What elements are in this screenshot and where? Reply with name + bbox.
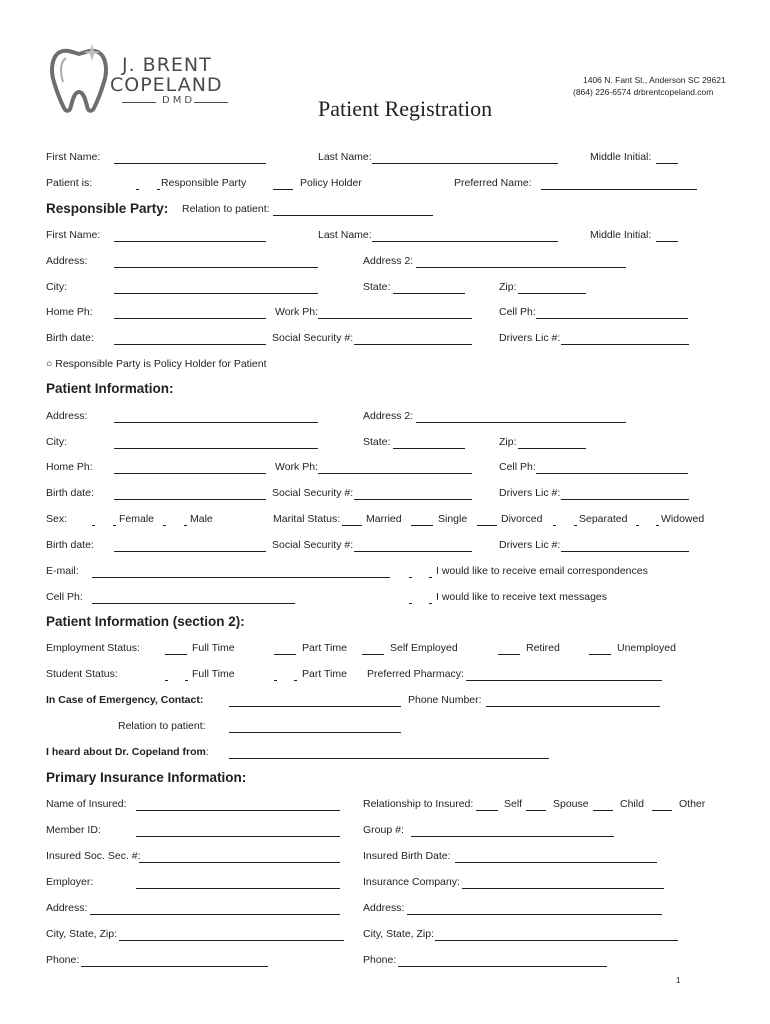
pt-cell-ph2-field[interactable] — [92, 603, 295, 604]
rp-birth-date-label: Birth date: — [46, 332, 94, 344]
rp-cell-ph-label: Cell Ph: — [499, 306, 536, 318]
email-opt-label: I would like to receive email correspondences — [436, 565, 648, 577]
other-checkbox[interactable] — [652, 810, 672, 811]
rp-drivers-lic-field[interactable] — [561, 344, 689, 345]
single-checkbox[interactable] — [411, 525, 433, 526]
pt-birth-date-label: Birth date: — [46, 487, 94, 499]
rp-last-name-label: Last Name: — [318, 229, 372, 241]
last-name-label: Last Name: — [318, 151, 372, 163]
divorced-option: Divorced — [501, 513, 543, 525]
single-option: Single — [438, 513, 468, 525]
male-checkbox-b[interactable] — [184, 525, 187, 526]
divorced-checkbox[interactable] — [477, 525, 497, 526]
ins-company-field[interactable] — [462, 888, 664, 889]
rp-drivers-lic-label: Drivers Lic #: — [499, 332, 561, 344]
self-checkbox[interactable] — [476, 810, 498, 811]
pt-cell-ph-label: Cell Ph: — [499, 461, 536, 473]
employer-field[interactable] — [136, 888, 340, 889]
rp-ssn-field[interactable] — [354, 344, 472, 345]
rp-zip-label: Zip: — [499, 281, 517, 293]
pt-home-ph-label: Home Ph: — [46, 461, 93, 473]
unemployed-option: Unemployed — [617, 642, 676, 654]
employer-label: Employer: — [46, 876, 94, 888]
child-checkbox[interactable] — [593, 810, 613, 811]
pt-drivers-lic2-field[interactable] — [561, 551, 689, 552]
rp-address2-field[interactable] — [416, 267, 626, 268]
rp-birth-date-field[interactable] — [114, 344, 266, 345]
logo-line1: J. BRENT — [122, 54, 212, 76]
ins-csz-label: City, State, Zip: — [46, 928, 117, 940]
member-id-label: Member ID: — [46, 824, 101, 836]
pt-cell-ph-field[interactable] — [536, 473, 688, 474]
rp-state-label: State: — [363, 281, 391, 293]
middle-initial-label: Middle Initial: — [590, 151, 652, 163]
section2-heading: Patient Information (section 2): — [46, 614, 245, 629]
preferred-name-label: Preferred Name: — [454, 177, 532, 189]
rp-state-field[interactable] — [393, 293, 465, 294]
rp-ssn-label: Social Security #: — [272, 332, 354, 344]
rp-work-ph-field[interactable] — [318, 318, 472, 319]
rp-address-field[interactable] — [114, 267, 318, 268]
text-opt-checkbox[interactable] — [409, 603, 412, 604]
policy-holder-option: Policy Holder — [300, 177, 362, 189]
insured-ssn-field[interactable] — [139, 862, 340, 863]
sex-label: Sex: — [46, 513, 68, 525]
widowed-checkbox-b[interactable] — [656, 525, 659, 526]
male-option: Male — [190, 513, 213, 525]
pt-state-field[interactable] — [393, 448, 465, 449]
tooth-icon — [46, 42, 114, 120]
rp-last-name-field[interactable] — [372, 241, 558, 242]
pt-drivers-lic-label: Drivers Lic #: — [499, 487, 561, 499]
name-insured-label: Name of Insured: — [46, 798, 127, 810]
insured-birth-label: Insured Birth Date: — [363, 850, 451, 862]
patient-is-label: Patient is: — [46, 177, 93, 189]
rp-address2-label: Address 2: — [363, 255, 414, 267]
employment-status-label: Employment Status: — [46, 642, 140, 654]
ins-company-label: Insurance Company: — [363, 876, 460, 888]
spouse-option: Spouse — [553, 798, 589, 810]
ins-address-r-field[interactable] — [407, 914, 662, 915]
heard-about-label — [46, 746, 209, 759]
member-id-field[interactable] — [136, 836, 340, 837]
heard-about-field[interactable] — [229, 758, 549, 759]
practice-address: 1406 N. Fant St., Anderson SC 29621 — [583, 75, 726, 85]
ins-phone-label: Phone: — [46, 954, 80, 966]
self-employed-checkbox[interactable] — [362, 654, 384, 655]
retired-option: Retired — [526, 642, 560, 654]
ins-csz-r-field[interactable] — [435, 940, 678, 941]
rp-cell-ph-field[interactable] — [536, 318, 688, 319]
unemployed-checkbox[interactable] — [589, 654, 611, 655]
ins-phone-r-label: Phone: — [363, 954, 397, 966]
pt-home-ph-field[interactable] — [114, 473, 266, 474]
logo — [46, 42, 246, 120]
pt-ssn-field[interactable] — [354, 499, 472, 500]
student-full-time-checkbox-b[interactable] — [185, 680, 188, 681]
email-opt-checkbox-b[interactable] — [429, 577, 432, 578]
pt-address2-label: Address 2: — [363, 410, 414, 422]
page-title: Patient Registration — [318, 96, 493, 121]
insured-birth-field[interactable] — [455, 862, 657, 863]
relationship-insured-label: Relationship to Insured: — [363, 798, 474, 810]
ins-csz-r-label: City, State, Zip: — [363, 928, 434, 940]
email-field[interactable] — [92, 577, 390, 578]
married-checkbox[interactable] — [342, 525, 362, 526]
emergency-contact-field[interactable] — [229, 706, 401, 707]
student-part-time-checkbox-b[interactable] — [294, 680, 297, 681]
part-time-checkbox[interactable] — [274, 654, 296, 655]
ins-address-label: Address: — [46, 902, 88, 914]
full-time-checkbox[interactable] — [165, 654, 187, 655]
pt-cell-ph2-label: Cell Ph: — [46, 591, 83, 603]
pt-drivers-lic-field[interactable] — [561, 499, 689, 500]
retired-checkbox[interactable] — [498, 654, 520, 655]
pt-work-ph-label: Work Ph: — [275, 461, 318, 473]
child-option: Child — [620, 798, 644, 810]
student-full-time-option: Full Time — [192, 668, 235, 680]
responsible-party-option: Responsible Party — [161, 177, 247, 189]
pt-drivers-lic2-label: Drivers Lic #: — [499, 539, 561, 551]
part-time-option: Part Time — [302, 642, 347, 654]
female-checkbox-b[interactable] — [113, 525, 116, 526]
marital-status-label: Marital Status: — [273, 513, 341, 525]
pt-city-label: City: — [46, 436, 67, 448]
first-name-label: First Name: — [46, 151, 101, 163]
pt-city-field[interactable] — [114, 448, 318, 449]
group-label: Group #: — [363, 824, 404, 836]
ins-phone-field[interactable] — [81, 966, 268, 967]
full-time-option: Full Time — [192, 642, 235, 654]
rp-city-field[interactable] — [114, 293, 318, 294]
rp-address-label: Address: — [46, 255, 88, 267]
middle-initial-field[interactable] — [656, 163, 678, 164]
rp-middle-initial-label: Middle Initial: — [590, 229, 652, 241]
practice-contact: (864) 226-6574 drbrentcopeland.com — [573, 87, 714, 97]
insurance-heading: Primary Insurance Information: — [46, 770, 247, 785]
pharmacy-label: Preferred Pharmacy: — [367, 668, 464, 680]
policy-holder-radio[interactable]: ○ Responsible Party is Policy Holder for Patient — [46, 358, 267, 370]
self-option: Self — [504, 798, 523, 810]
ins-address-field[interactable] — [90, 914, 340, 915]
ins-phone-r-field[interactable] — [398, 966, 607, 967]
responsible-party-checkbox[interactable] — [136, 189, 139, 190]
page-number: 1 — [676, 976, 681, 985]
name-insured-field[interactable] — [136, 810, 340, 811]
heard-about-text: I heard about Dr. Copeland from — [46, 746, 206, 758]
married-option: Married — [366, 513, 402, 525]
female-option: Female — [119, 513, 155, 525]
emergency-contact-label: In Case of Emergency, Contact: — [46, 694, 204, 706]
preferred-name-field[interactable] — [541, 189, 697, 190]
rp-home-ph-field[interactable] — [114, 318, 266, 319]
rp-zip-field[interactable] — [518, 293, 586, 294]
logo-line3: DMD — [162, 95, 196, 106]
pt-zip-label: Zip: — [499, 436, 517, 448]
text-opt-checkbox-b[interactable] — [429, 603, 432, 604]
pt-state-label: State: — [363, 436, 391, 448]
pt-ssn2-label: Social Security #: — [272, 539, 354, 551]
pt-ssn-label: Social Security #: — [272, 487, 354, 499]
female-checkbox[interactable] — [92, 525, 95, 526]
widowed-option: Widowed — [661, 513, 705, 525]
ins-address-r-label: Address: — [363, 902, 405, 914]
group-field[interactable] — [411, 836, 614, 837]
ins-csz-field[interactable] — [119, 940, 344, 941]
phone-number-label: Phone Number: — [408, 694, 482, 706]
logo-line2: COPELAND — [110, 74, 223, 96]
pt-zip-field[interactable] — [518, 448, 586, 449]
relation-field[interactable] — [273, 215, 433, 216]
text-opt-label: I would like to receive text messages — [436, 591, 607, 603]
policy-holder-checkbox[interactable] — [273, 189, 293, 190]
male-checkbox[interactable] — [163, 525, 166, 526]
rp-first-name-field[interactable] — [114, 241, 266, 242]
separated-checkbox[interactable] — [553, 525, 556, 526]
pt-ssn2-field[interactable] — [354, 551, 472, 552]
rp-city-label: City: — [46, 281, 67, 293]
last-name-field[interactable] — [372, 163, 558, 164]
email-opt-checkbox[interactable] — [409, 577, 412, 578]
student-part-time-option: Part Time — [302, 668, 347, 680]
pharmacy-field[interactable] — [466, 680, 662, 681]
pt-address-field[interactable] — [114, 422, 318, 423]
responsible-party-heading: Responsible Party: — [46, 201, 169, 216]
other-option: Other — [679, 798, 706, 810]
heard-about-colon: : — [205, 746, 209, 758]
pt-work-ph-field[interactable] — [318, 473, 472, 474]
patient-information-heading: Patient Information: — [46, 381, 174, 396]
spouse-checkbox[interactable] — [526, 810, 546, 811]
relation-label: Relation to patient: — [182, 203, 270, 215]
responsible-party-checkbox-b[interactable] — [157, 189, 160, 190]
email-label: E-mail: — [46, 565, 79, 577]
student-part-time-checkbox[interactable] — [274, 680, 277, 681]
pt-birth-date2-field[interactable] — [114, 551, 266, 552]
pt-birth-date-field[interactable] — [114, 499, 266, 500]
self-employed-option: Self Employed — [390, 642, 458, 654]
separated-checkbox-b[interactable] — [574, 525, 577, 526]
pt-address-label: Address: — [46, 410, 88, 422]
first-name-field[interactable] — [114, 163, 266, 164]
pt-birth-date2-label: Birth date: — [46, 539, 94, 551]
insured-ssn-label: Insured Soc. Sec. #: — [46, 850, 141, 862]
separated-option: Separated — [579, 513, 628, 525]
emergency-relation-field[interactable] — [229, 732, 401, 733]
emergency-relation-label: Relation to patient: — [118, 720, 206, 732]
rp-work-ph-label: Work Ph: — [275, 306, 318, 318]
rp-middle-initial-field[interactable] — [656, 241, 678, 242]
pt-address2-field[interactable] — [416, 422, 626, 423]
student-full-time-checkbox[interactable] — [165, 680, 168, 681]
phone-number-field[interactable] — [486, 706, 660, 707]
widowed-checkbox[interactable] — [636, 525, 639, 526]
rp-first-name-label: First Name: — [46, 229, 101, 241]
student-status-label: Student Status: — [46, 668, 118, 680]
rp-home-ph-label: Home Ph: — [46, 306, 93, 318]
